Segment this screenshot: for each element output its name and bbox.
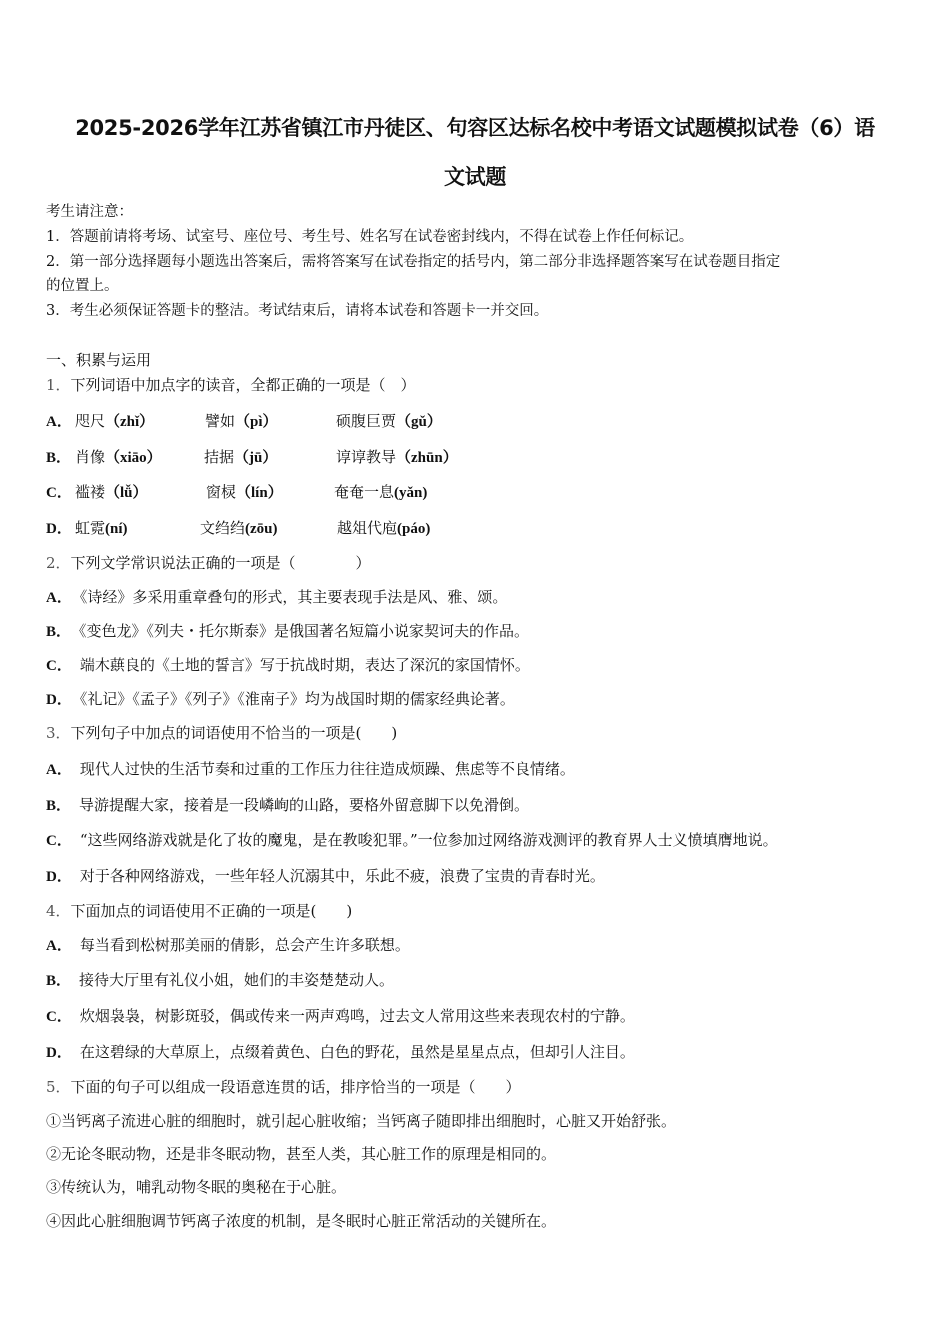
question-4-option-a [46,935,410,956]
word: 褴褛 [75,483,106,501]
question-3-option-b [46,795,529,816]
word: 肖像 [75,448,106,466]
question-1-stem [46,375,416,395]
question-number: 5． [46,1078,71,1096]
option-letter: C． [46,833,72,849]
q1c-item-3 [334,482,427,503]
section-heading: 一、积累与运用 [46,351,152,369]
q1d-item-2 [200,518,278,539]
pinyin: （xiāo） [105,450,162,466]
option-text: 炊烟袅袅，树影斑驳，偶或传来一两声鸡鸣，过去文人常用这些来表现农村的宁静。 [79,1007,635,1025]
word: 谆谆教导 [336,448,397,466]
question-4-stem [46,901,352,921]
option-letter: A． [46,938,72,954]
question-3-stem [46,723,397,743]
question-text: 下列句子中加点的词语使用不恰当的一项是( ) [70,724,398,742]
pinyin: (páo) [397,521,431,537]
notice-item-2-cont: 的位置上。 [46,278,119,294]
option-text: 《礼记》《孟子》《列子》《淮南子》均为战国时期的儒家经典论著。 [79,690,515,708]
q1b-item-3 [336,447,458,468]
option-text: “这些网络游戏就是化了妆的魔鬼，是在教唆犯罪。”一位参加过网络游戏测评的教育界人士义愤填膺地说。 [79,831,778,849]
question-5-sentence-2: ②无论冬眠动物，还是非冬眠动物，甚至人类，其心脏工作的原理是相同的。 [46,1145,557,1163]
exam-title-line-1: 2025-2026学年江苏省镇江市丹徒区、句容区达标名校中考语文试题模拟试卷（6）语 [75,116,875,140]
notice-item-2: 2．第一部分选择题每小题选出答案后，需将答案写在试卷指定的括号内，第二部分非选择题答案写在试卷题目指定 [46,254,781,270]
q1a-item-3 [336,411,442,432]
question-5-stem [46,1077,521,1097]
question-text: 下面的句子可以组成一段语意连贯的话，排序恰当的一项是（ ） [70,1078,521,1096]
option-letter: A． [46,414,72,430]
question-number: 3． [46,724,71,742]
option-letter: C． [46,485,72,501]
question-text: 下面加点的词语使用不正确的一项是( ) [70,902,353,920]
q1b-item-1 [75,447,162,468]
question-5-sentence-4: ④因此心脏细胞调节钙离子浓度的机制，是冬眠时心脏正常活动的关键所在。 [46,1212,557,1230]
option-text: 导游提醒大家，接着是一段嶙峋的山路，要格外留意脚下以免滑倒。 [79,796,530,814]
question-2-option-d [46,689,515,710]
question-number: 2． [46,554,71,572]
option-letter: A． [46,762,72,778]
option-letter: B． [46,973,72,989]
q1a-item-1 [75,411,154,432]
notice-item-3: 3．考生必须保证答题卡的整洁。考试结束后，请将本试卷和答题卡一并交回。 [46,303,549,319]
question-2-stem [46,553,371,573]
question-3-option-a [46,759,575,780]
option-text: 《诗经》多采用重章叠句的形式，其主要表现手法是风、雅、颂。 [79,588,508,606]
option-letter: B． [46,798,72,814]
question-text: 下列文学常识说法正确的一项是（ ） [70,554,371,572]
question-2-option-b [46,621,529,642]
question-3-option-c [46,830,778,851]
pinyin: (zōu) [245,521,278,537]
q1d-item-3 [337,518,430,539]
option-text: 每当看到松树那美丽的倩影，总会产生许多联想。 [79,936,410,954]
option-text: 《变色龙》《列夫・托尔斯泰》是俄国著名短篇小说家契诃夫的作品。 [79,622,530,640]
option-text: 现代人过快的生活节奏和过重的工作压力往往造成烦躁、焦虑等不良情绪。 [79,760,575,778]
pinyin: （jū） [234,450,278,466]
question-4-option-d [46,1042,635,1063]
word: 咫尺 [75,412,106,430]
word: 拮据 [204,448,235,466]
notice-heading: 考生请注意： [46,204,133,220]
question-2-option-c [46,655,530,676]
pinyin: (ní) [105,521,128,537]
q1a-item-2 [205,411,278,432]
word: 窗棂 [206,483,237,501]
word: 文绉绉 [200,519,246,537]
question-3-option-d [46,866,605,887]
q1c-item-2 [206,482,283,503]
pinyin: (yǎn) [394,485,428,501]
question-number: 4． [46,902,71,920]
option-text: 对于各种网络游戏，一些年轻人沉溺其中，乐此不疲，浪费了宝贵的青春时光。 [79,867,605,885]
option-letter: D． [46,869,72,885]
pinyin: （lǚ） [105,485,148,501]
word: 譬如 [205,412,236,430]
word: 硕腹巨贾 [336,412,397,430]
option-letter: D． [46,1045,72,1061]
question-2-option-a [46,587,507,608]
q1d-item-1 [75,518,128,539]
pinyin: （zhǐ） [105,414,155,430]
exam-title-line-2: 文试题 [443,165,507,189]
pinyin: （gǔ） [396,414,442,430]
word: 越俎代庖 [337,519,398,537]
option-letter: C． [46,658,72,674]
question-5-sentence-1: ①当钙离子流进心脏的细胞时，就引起心脏收缩；当钙离子随即排出细胞时，心脏又开始舒张。 [46,1112,677,1130]
option-text: 在这碧绿的大草原上，点缀着黄色、白色的野花，虽然是星星点点，但却引人注目。 [79,1043,635,1061]
option-letter: D． [46,521,72,537]
question-4-option-b [46,970,394,991]
option-text: 接待大厅里有礼仪小姐，她们的丰姿楚楚动人。 [79,971,395,989]
q1c-item-1 [75,482,148,503]
option-letter: A． [46,590,72,606]
pinyin: （pì） [235,414,278,430]
word: 奄奄一息 [334,483,395,501]
notice-item-1: 1．答题前请将考场、试室号、座位号、考生号、姓名写在试卷密封线内，不得在试卷上作任何标记。 [46,229,694,245]
pinyin: （zhūn） [396,450,458,466]
option-letter: B． [46,624,72,640]
option-text: 端木蕻良的《土地的誓言》写于抗战时期，表达了深沉的家国情怀。 [79,656,530,674]
pinyin: （lín） [236,485,283,501]
option-letter: B． [46,450,72,466]
word: 虹霓 [75,519,106,537]
option-letter: C． [46,1009,72,1025]
question-4-option-c [46,1006,635,1027]
question-text: 下列词语中加点字的读音，全都正确的一项是（ ） [70,376,416,394]
q1b-item-2 [204,447,277,468]
question-number: 1． [46,376,71,394]
question-5-sentence-3: ③传统认为，哺乳动物冬眠的奥秘在于心脏。 [46,1178,347,1196]
option-letter: D． [46,692,72,708]
